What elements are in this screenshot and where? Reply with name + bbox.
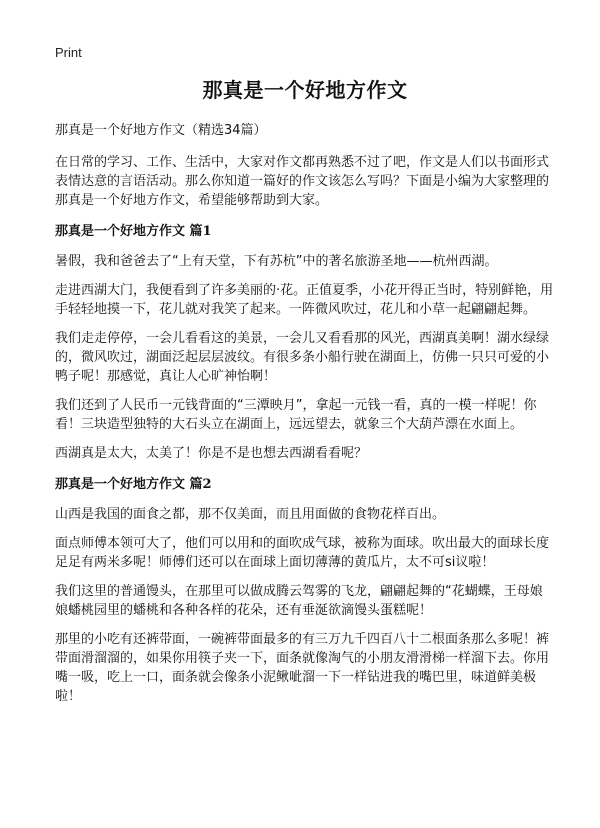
paragraph: 走进西湖大门，我便看到了许多美丽的·花。正值夏季，小花开得正当时，特别鲜艳，用手轻轻地摸一下，花儿就对我笑了起来。一阵微风吹过，花儿和小草一起翩翩起舞。 (55, 283, 554, 317)
page-subtitle: 那真是一个好地方作文（精选34篇） (55, 123, 267, 138)
paragraph: 我们走走停停，一会儿看看这的美景，一会儿又看看那的风光，西湖真美啊！湖水绿绿的，微风吹过，湖面泛起层层波纹。有很多条小船行驶在湖面上，仿佛一只只可爱的小鸭子呢！那感觉，真让人心旷神怡啊！ (55, 331, 550, 384)
paragraph: 山西是我国的面食之都，那不仅美面，而且用面做的食物花样百出。 (55, 507, 446, 522)
section-heading-2: 那真是一个好地方作文 篇2 (55, 477, 212, 492)
section-heading-1: 那真是一个好地方作文 篇1 (55, 224, 212, 239)
paragraph: 我们还到了人民币一元钱背面的“三潭映月”，拿起一元钱一看，真的一模一样呢！你看！三块造型独特的大石头立在湖面上，远远望去，就象三个大葫芦漂在水面上。 (55, 398, 537, 432)
paragraph: 那里的小吃有还裤带面，一碗裤带面最多的有三万九千四百八十二根面条那么多呢！裤带面滑溜溜的，如果你用筷子夹一下，面条就像淘气的小朋友滑滑梯一样溜下去。你用嘴一吸，吃上一口，面条就会像条小泥鳅呲溜一下一样钻进我的嘴巴里，味道鲜美极啦！ (55, 632, 550, 704)
intro-paragraph: 在日常的学习、工作、生活中，大家对作文都再熟悉不过了吧，作文是人们以书面形式表情达意的言语活动。那么你知道一篇好的作文该怎么写吗？下面是小编为大家整理的那真是一个好地方作文，希望能够帮助到大家。 (55, 155, 550, 208)
paragraph: 我们这里的普通馒头，在那里可以做成腾云驾雾的飞龙，翩翩起舞的“花蝴蝶，王母娘娘蟠桃园里的蟠桃和各种各样的花朵，还有垂涎欲滴馒头蛋糕呢！ (55, 584, 543, 618)
print-link[interactable]: Print (55, 45, 82, 60)
paragraph: 暑假，我和爸爸去了“上有天堂，下有苏杭”中的著名旅游圣地——杭州西湖。 (55, 254, 498, 269)
paragraph: 西湖真是太大，太美了！你是不是也想去西湖看看呢？ (55, 446, 368, 461)
paragraph: 面点师傅本领可大了，他们可以用和的面吹成气球，被称为面球。吹出最大的面球长度足足有两米多呢！师傅们还可以在面球上面切薄薄的黄瓜片，太不可si议啦！ (55, 536, 550, 570)
document-page (55, 75, 555, 716)
page-title: 那真是一个好地方作文 (202, 78, 408, 102)
